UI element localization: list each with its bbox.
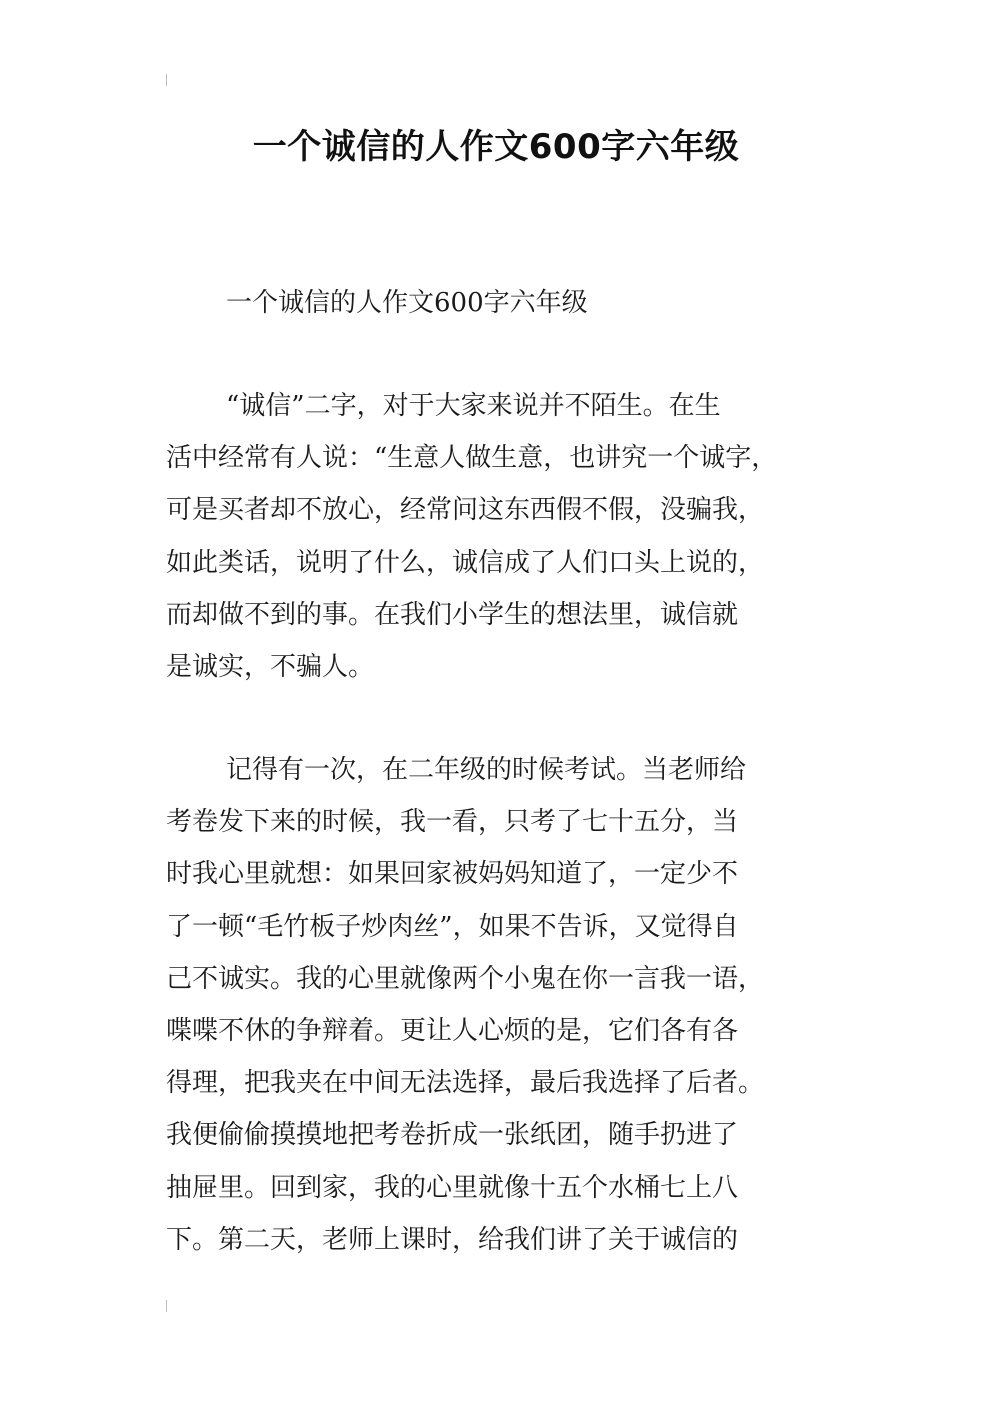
paragraph-line: 我便偷偷摸摸地把考卷折成一张纸团，随手扔进了 — [166, 1120, 739, 1151]
paragraph-line: “诚信”二字，对于大家来说并不陌生。在生 — [226, 391, 721, 421]
paragraph-1 — [166, 380, 842, 693]
paragraph-line: 记得有一次，在二年级的时候考试。当老师给 — [226, 755, 747, 785]
paragraph-line: 下。第二天，老师上课时，给我们讲了关于诚信的 — [166, 1224, 739, 1255]
paragraph-line: 是诚实，不骗人。 — [166, 651, 375, 682]
paragraph-line: 了一顿“毛竹板子炒肉丝”，如果不告诉，又觉得自 — [166, 911, 739, 942]
paragraph-line: 得理，把我夹在中间无法选择，最后我选择了后者。 — [166, 1068, 765, 1099]
paragraph-line: 时我心里就想：如果回家被妈妈知道了，一定少不 — [166, 859, 739, 890]
paragraph-line: 己不诚实。我的心里就像两个小鬼在你一言我一语， — [166, 963, 765, 994]
paragraph-2 — [166, 744, 842, 1266]
paragraph-line: 如此类话，说明了什么，诚信成了人们口头上说的， — [166, 547, 765, 578]
paragraph-line: 考卷发下来的时候，我一看，只考了七十五分，当 — [166, 807, 739, 838]
paragraph-line: 可是买者却不放心，经常问这东西假不假，没骗我， — [166, 495, 765, 526]
document-title: 一个诚信的人作文600字六年级 — [252, 127, 740, 167]
margin-mark-bottom — [166, 1300, 167, 1312]
paragraph-line: 活中经常有人说：“生意人做生意，也讲究一个诚字， — [166, 443, 778, 474]
paragraph-line: 喋喋不休的争辩着。更让人心烦的是，它们各有各 — [166, 1015, 739, 1046]
document-subtitle: 一个诚信的人作文600字六年级 — [226, 288, 588, 318]
margin-mark-top — [166, 74, 167, 86]
paragraph-line: 抽屉里。回到家，我的心里就像十五个水桶七上八 — [166, 1172, 739, 1203]
paragraph-line: 而却做不到的事。在我们小学生的想法里，诚信就 — [166, 599, 739, 630]
